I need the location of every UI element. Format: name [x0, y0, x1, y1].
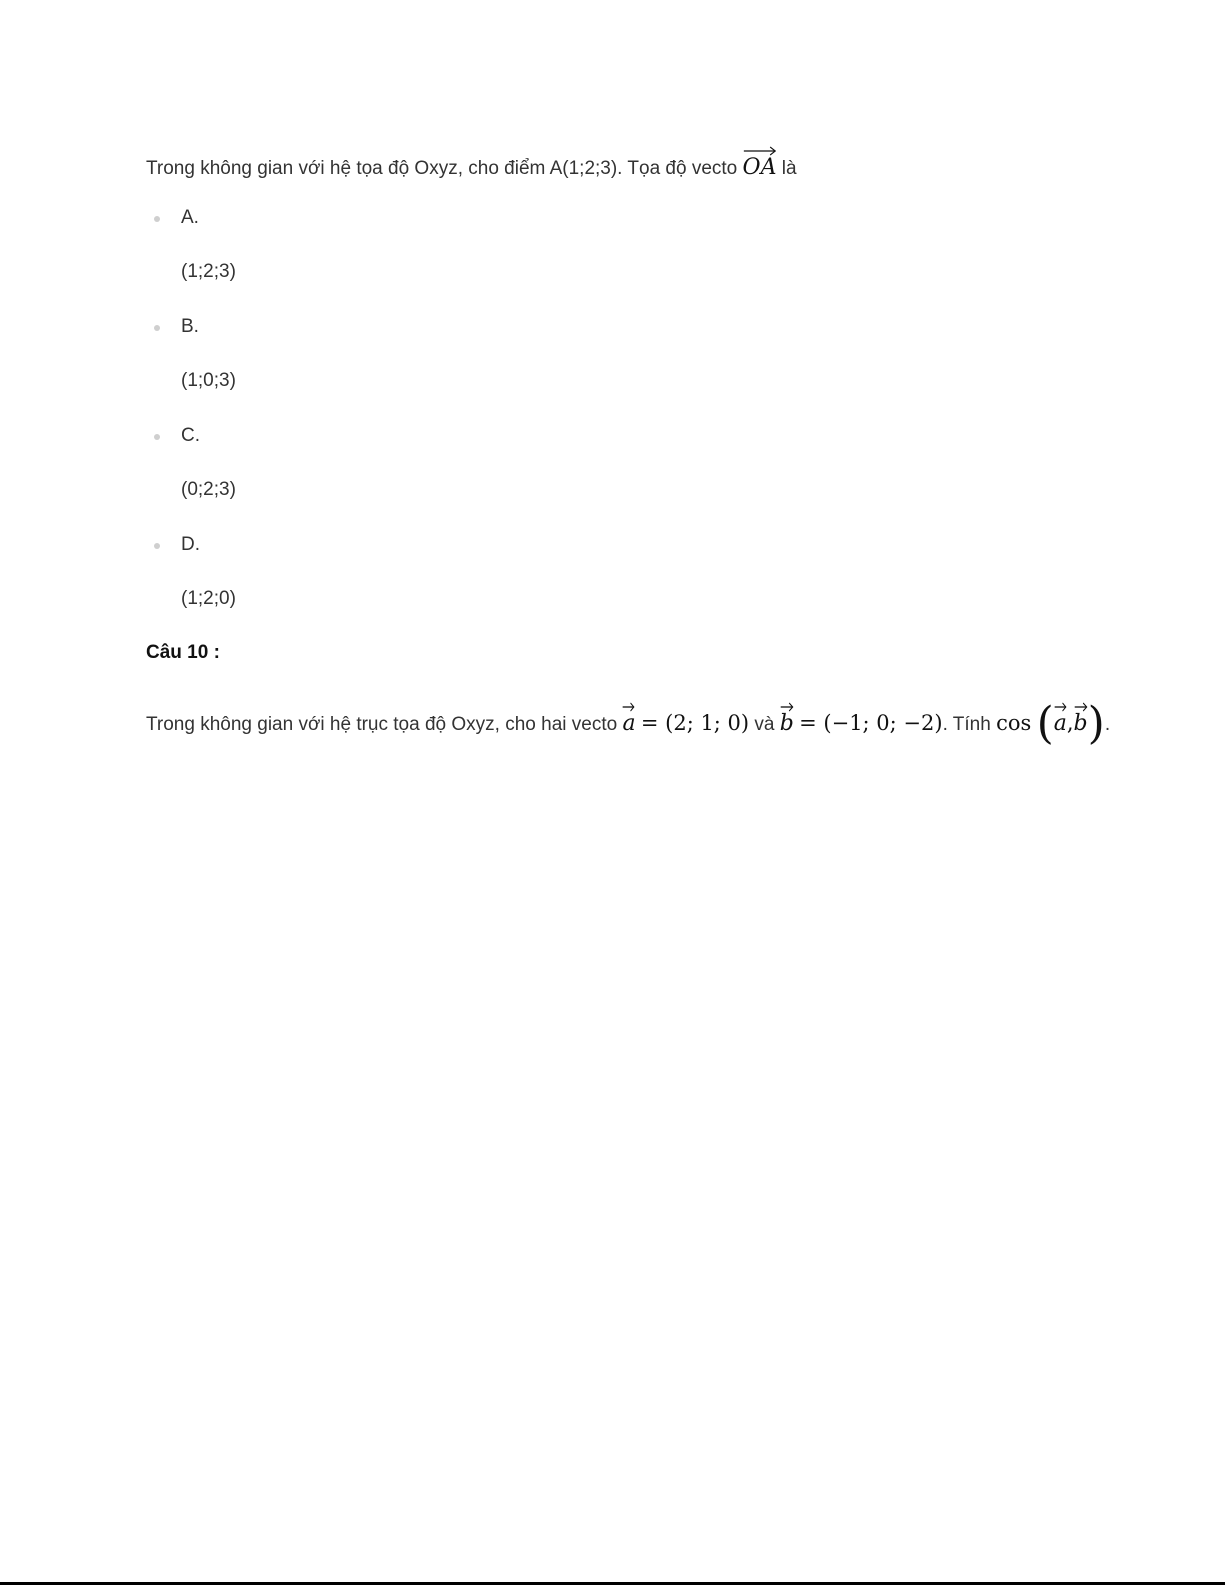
- vector-arrow-icon: [780, 702, 794, 712]
- vector-b: b: [780, 706, 794, 736]
- option-d-label: D.: [181, 534, 200, 555]
- option-d-value: (1;2;0): [181, 588, 236, 609]
- vector-b-value: = (−1; 0; −2): [799, 711, 943, 735]
- vector-arrow-icon: [622, 702, 635, 712]
- question-10-heading: Câu 10 :: [146, 642, 220, 663]
- option-c-label: C.: [181, 425, 200, 446]
- comma: ,: [1066, 711, 1074, 735]
- vector-oa: OA: [743, 150, 777, 180]
- tinh-text: . Tính: [942, 714, 991, 735]
- question-10-text: [146, 698, 1111, 749]
- left-paren: (: [1036, 698, 1054, 749]
- option-c-value: (0;2;3): [181, 479, 236, 500]
- bullet-icon: [154, 325, 160, 331]
- conjunction: và: [754, 714, 775, 735]
- end-period: .: [1104, 714, 1111, 735]
- vector-arrow-icon: [743, 146, 777, 156]
- vector-arrow-icon: [1054, 702, 1067, 712]
- vector-b-in-cos: b: [1074, 706, 1088, 736]
- bullet-icon: [154, 434, 160, 440]
- bullet-icon: [154, 543, 160, 549]
- right-paren: ): [1087, 698, 1105, 749]
- vector-a-value: = (2; 1; 0): [640, 711, 750, 735]
- option-b-value: (1;0;3): [181, 370, 236, 391]
- option-a-label: A.: [181, 207, 199, 228]
- bullet-icon: [154, 216, 160, 222]
- vector-a: a: [622, 706, 635, 736]
- option-b-label: B.: [181, 316, 199, 337]
- question-9-text-after: là: [781, 158, 797, 179]
- question-9-text-before: Trong không gian với hệ tọa độ Oxyz, cho điểm A(1;2;3). Tọa độ vecto: [146, 158, 738, 179]
- vector-a-in-cos: a: [1054, 706, 1067, 736]
- question-10-text-before: Trong không gian với hệ trục tọa độ Oxyz, cho hai vecto: [146, 714, 618, 735]
- cos-function: cos: [996, 711, 1032, 735]
- vector-arrow-icon: [1074, 702, 1088, 712]
- question-9-text: [146, 150, 797, 181]
- option-a-value: (1;2;3): [181, 261, 236, 282]
